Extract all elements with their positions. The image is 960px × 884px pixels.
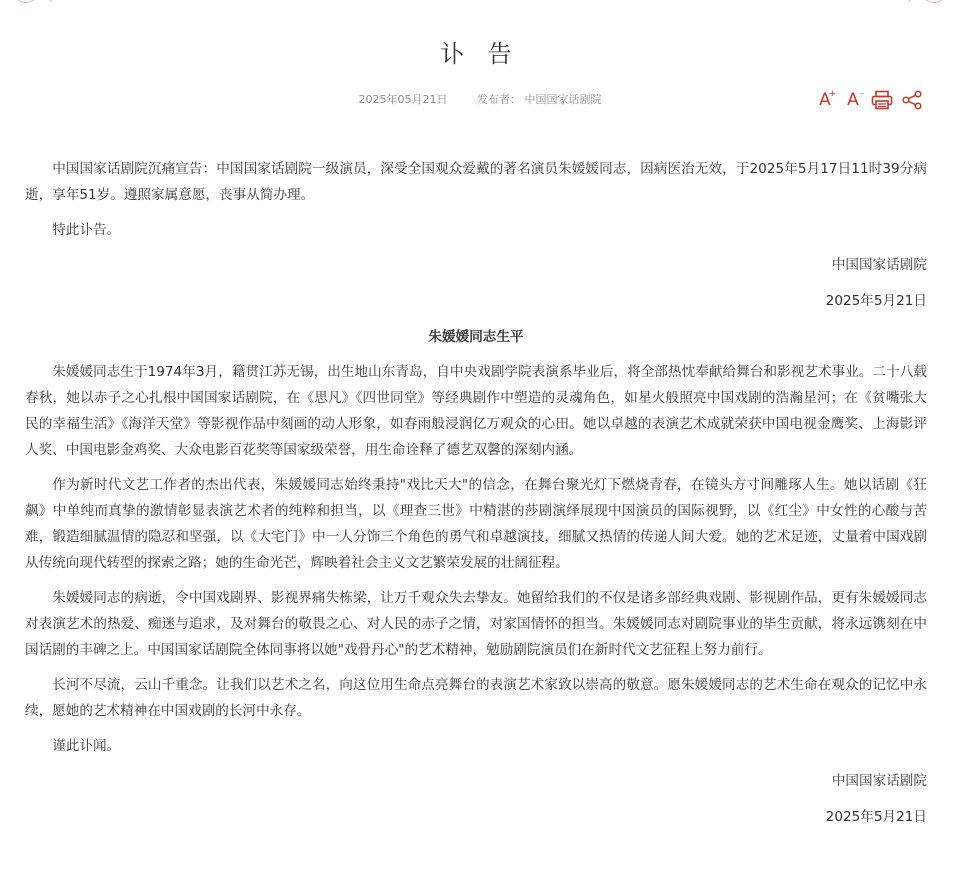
notice-date: 2025年5月21日 bbox=[825, 293, 927, 309]
article-body bbox=[25, 156, 927, 840]
biography-signature: 中国国家话剧院 bbox=[831, 773, 927, 789]
publish-date: 2025年05月21日 bbox=[358, 93, 448, 106]
ornament-right bbox=[906, 0, 946, 6]
biography-heading: 朱媛媛同志生平 bbox=[428, 329, 524, 345]
notice-paragraph: 中国国家话剧院沉痛宣告：中国国家话剧院一级演员，深受全国观众爱戴的著名演员朱媛媛同志，因病医治无效，于2025年5月17日11时39分病逝，享年51岁。遵照家属意愿，丧事从简办理。 bbox=[25, 161, 927, 203]
top-decoration bbox=[0, 0, 960, 8]
publisher-label: 发布者： bbox=[477, 93, 521, 106]
font-decrease-icon[interactable] bbox=[842, 88, 864, 112]
biography-date: 2025年5月21日 bbox=[825, 809, 927, 825]
share-icon-graphic bbox=[901, 90, 923, 110]
font-decrease-sup: - bbox=[860, 89, 864, 99]
biography-paragraph: 朱媛媛同志生于1974年3月，籍贯江苏无锡，出生地山东青岛，自中央戏剧学院表演系毕业后，将全部热忱奉献给舞台和影视艺术事业。二十八载春秋，她以赤子之心扎根中国国家话剧院，在《思凡》《四世同堂》等经典剧作中塑造的灵魂角色，如星火般照亮中国戏剧的浩瀚星河；在《贫嘴张大民的幸福生活》《海洋天堂》等影视作品中刻画的动人形象，如春雨般浸润亿万观众的心田。她以卓越的表演艺术成就荣获中国电视金鹰奖、上海影评人奖、中国电影金鸡奖、大众电影百花奖等国家级荣誉，用生命诠释了德艺双馨的深刻内涵。 bbox=[25, 364, 927, 458]
biography-paragraph: 朱媛媛同志的病逝，令中国戏剧界、影视界痛失栋梁，让万千观众失去挚友。她留给我们的不仅是诸多部经典戏剧、影视剧作品，更有朱媛媛同志对表演艺术的热爱、痴迷与追求，及对舞台的敬畏之心、对人民的赤子之情，对家国情怀的担当。朱媛媛同志对剧院事业的毕生贡献，将永远镌刻在中国话剧的丰碑之上。中国国家话剧院全体同事将以她"戏骨丹心"的艺术精神，勉励剧院演员们在新时代文艺征程上努力前行。 bbox=[25, 590, 927, 658]
notice-closing: 特此讣告。 bbox=[52, 222, 121, 238]
font-decrease-label: A bbox=[847, 90, 859, 110]
notice-signature: 中国国家话剧院 bbox=[831, 257, 927, 273]
print-icon[interactable] bbox=[870, 88, 894, 112]
publisher-name: 中国国家话剧院 bbox=[524, 93, 602, 106]
font-increase-label: A bbox=[819, 90, 831, 110]
biography-closing: 谨此讣闻。 bbox=[52, 738, 121, 754]
share-icon[interactable] bbox=[900, 88, 924, 112]
biography-paragraph: 长河不尽流，云山千重念。让我们以艺术之名，向这位用生命点亮舞台的表演艺术家致以崇高的敬意。愿朱媛媛同志的艺术生命在观众的记忆中永续，愿她的艺术精神在中国戏剧的长河中永存。 bbox=[25, 677, 927, 719]
ornament-left bbox=[14, 0, 54, 6]
font-increase-icon[interactable] bbox=[814, 88, 836, 112]
print-icon-graphic bbox=[871, 90, 893, 110]
article-toolbar bbox=[814, 86, 924, 114]
font-increase-sup: + bbox=[828, 89, 836, 99]
biography-paragraph: 作为新时代文艺工作者的杰出代表，朱媛媛同志始终秉持"戏比天大"的信念，在舞台聚光灯下燃烧青春，在镜头方寸间雕琢人生。她以话剧《狂飙》中单纯而真挚的激情彰显表演艺术者的纯粹和担当，以《理查三世》中精湛的莎剧演绎展现中国演员的国际视野，以《红尘》中女性的心酸与苦难，锻造细腻温情的隐忍和坚强，以《大宅门》中一人分饰三个角色的勇气和卓越演技，细腻又热情的传递人间大爱。她的艺术足迹，丈量着中国戏剧从传统向现代转型的探索之路；她的生命光芒，辉映着社会主义文艺繁荣发展的壮阔征程。 bbox=[25, 477, 927, 571]
page-title: 讣 告 bbox=[440, 40, 520, 68]
